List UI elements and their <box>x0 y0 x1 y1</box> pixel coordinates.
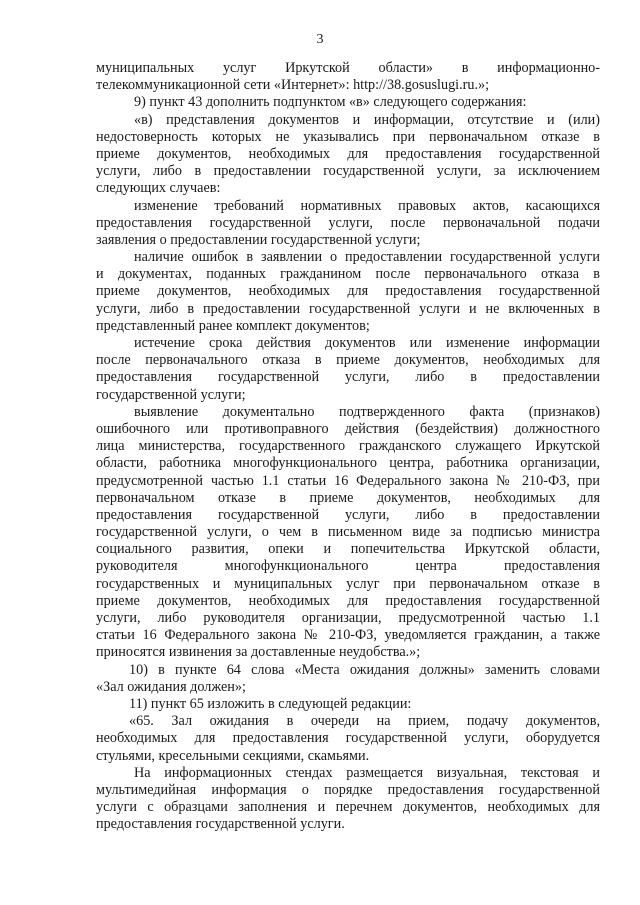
text-line: «Зал ожидания должен»; <box>96 678 246 695</box>
text-line: государственной услуги, о чем в письменном виде за подписью министра <box>96 524 600 541</box>
text-line: предоставления государственной услуги, после первоначальной подачи <box>96 214 600 231</box>
text-line: государственной услуги; <box>96 386 246 403</box>
text-line: стульями, кресельными секциями, скамьями. <box>96 747 370 764</box>
text-line: мультимедийная информация о порядке предоставления государственной <box>96 781 600 798</box>
text-line: 11) пункт 65 изложить в следующей редакции: <box>129 695 412 712</box>
text-line: предоставления государственной услуги. <box>96 816 345 833</box>
text-line: социального развития, опеки и попечительства Иркутской области, <box>96 541 600 558</box>
text-line: статьи 16 Федерального закона № 210-ФЗ, уведомляется гражданин, а также <box>96 627 600 644</box>
text-line: приеме документов, необходимых для предоставления государственной <box>96 145 600 162</box>
text-line: представленный ранее комплект документов; <box>96 317 370 334</box>
text-line: «в) представления документов и информации, отсутствие и (или) <box>134 111 600 128</box>
text-line: руководителя многофункционального центра предоставления <box>96 558 600 575</box>
text-line: приеме документов, необходимых для предоставления государственной <box>96 283 600 300</box>
text-line: необходимых для предоставления государственной услуги, оборудуется <box>96 730 600 747</box>
text-line: предусмотренной частью 1.1 статьи 16 Федерального закона № 210-ФЗ, при <box>96 472 600 489</box>
text-line: На информационных стендах размещается визуальная, текстовая и <box>134 764 600 781</box>
text-line: заявления о предоставлении государственной услуги; <box>96 231 421 248</box>
text-line: приеме документов, необходимых для предоставления государственной <box>96 592 600 609</box>
text-line: телекоммуникационной сети «Интернет»: http://38.gosuslugi.ru.»; <box>96 77 490 94</box>
text-line: изменение требований нормативных правовых актов, касающихся <box>134 197 600 214</box>
text-line: недостоверность которых не указывались при первоначальном отказе в <box>96 128 600 145</box>
text-line: следующих случаев: <box>96 180 221 197</box>
text-line: услуги, либо в предоставлении государственной услуги, за исключением <box>96 163 600 180</box>
page-number: 3 <box>316 32 324 47</box>
text-line: услуги, либо руководителя организации, предусмотренной частью 1.1 <box>96 610 600 626</box>
text-line: «65. Зал ожидания в очереди на прием, подачу документов, <box>129 713 600 730</box>
document-body <box>96 60 600 833</box>
text-line: муниципальных услуг Иркутской области» в информационно- <box>96 60 600 76</box>
text-line: первоначальном отказе в приеме документов, необходимых для <box>96 489 600 506</box>
text-line: предоставления государственной услуги, либо в предоставлении <box>96 369 600 386</box>
text-line: лица министерства, государственного гражданского служащего Иркутской <box>96 438 600 455</box>
text-line: области, работника многофункционального центра, работника организации, <box>96 455 600 472</box>
text-line: 9) пункт 43 дополнить подпунктом «в» следующего содержания: <box>134 94 527 111</box>
text-line: истечение срока действия документов или изменение информации <box>134 335 600 351</box>
text-line: ошибочного или противоправного действия (бездействия) должностного <box>96 420 600 437</box>
text-line: наличие ошибок в заявлении о предоставлении государственной услуги <box>134 249 600 266</box>
text-line: после первоначального отказа в приеме документов, необходимых для <box>96 352 600 369</box>
text-line: приносятся извинения за доставленные неудобства.»; <box>96 644 421 661</box>
text-line: и документах, поданных гражданином после первоначального отказа в <box>96 266 600 283</box>
text-line: услуги с образцами заполнения и перечнем документов, необходимых для <box>96 799 600 816</box>
text-line: предоставления государственной услуги, либо в предоставлении <box>96 506 600 523</box>
text-line: выявление документально подтвержденного факта (признаков) <box>134 403 600 420</box>
text-line: 10) в пункте 64 слова «Места ожидания должны» заменить словами <box>129 661 600 678</box>
text-line: государственных и муниципальных услуг при первоначальном отказе в <box>96 575 600 592</box>
text-line: услуги, либо в предоставлении государственной услуги и не включенных в <box>96 300 600 317</box>
